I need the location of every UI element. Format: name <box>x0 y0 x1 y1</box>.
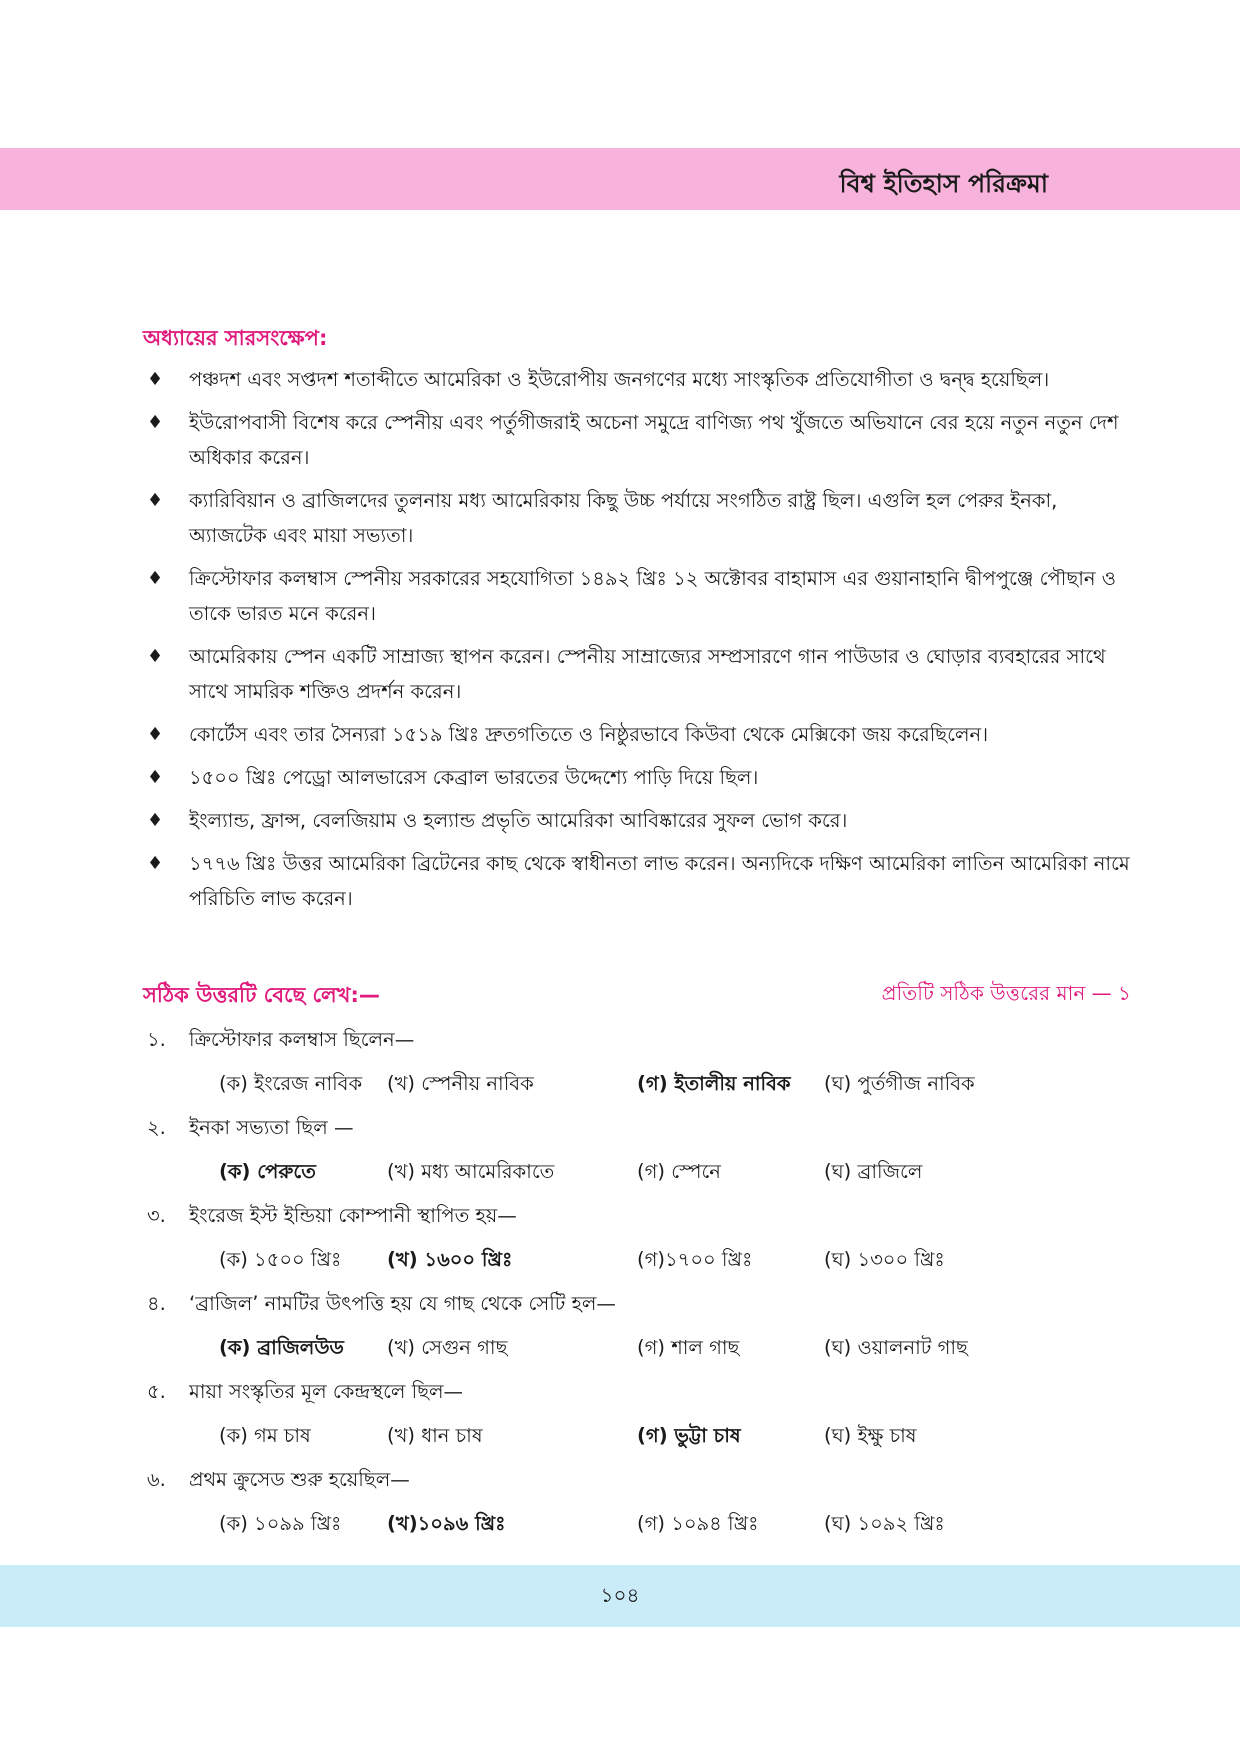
diamond-bullet-icon: ♦ <box>147 853 164 874</box>
summary-item <box>143 483 1133 553</box>
summary-item <box>143 760 1133 795</box>
answer-options <box>219 1242 1119 1278</box>
option-gha: (ঘ) ওয়ালনাট গাছ <box>824 1336 968 1359</box>
question-number: ১. <box>147 1028 166 1051</box>
question-number: ৩. <box>147 1204 166 1227</box>
question-item <box>143 1022 1133 1110</box>
footer-band <box>0 1565 1240 1627</box>
option-ga: (গ) ১০৯৪ খ্রিঃ <box>637 1512 759 1535</box>
option-ka: (ক) ১৫০০ খ্রিঃ <box>219 1248 342 1271</box>
summary-item-text: ক্যারিবিয়ান ও ব্রাজিলদের তুলনায় মধ্য আমেরিকায় কিছু উচ্চ পর্যায়ে সংগঠিত রাষ্ট্র ছিল। এগুলি হল পেরুর ইনকা, অ্যাজটেক এবং মায়া সভ্যতা। <box>189 489 1058 547</box>
option-ka-correct: (ক) পেরুতে <box>219 1160 316 1183</box>
option-kha: (খ) মধ্য আমেরিকাতে <box>387 1160 555 1183</box>
question-number: ২. <box>147 1116 166 1139</box>
summary-item <box>143 846 1133 916</box>
summary-item-text: ১৫০০ খ্রিঃ পেড্রো আলভারেস কেব্রাল ভারতের উদ্দেশ্যে পাড়ি দিয়ে ছিল। <box>189 766 759 789</box>
diamond-bullet-icon: ♦ <box>147 369 164 390</box>
option-kha-correct: (খ) ১৬০০ খ্রিঃ <box>387 1248 513 1271</box>
summary-item <box>143 717 1133 752</box>
option-gha: (ঘ) ১০৯২ খ্রিঃ <box>824 1512 945 1535</box>
diamond-bullet-icon: ♦ <box>147 810 164 831</box>
option-ka: (ক) ইংরেজ নাবিক <box>219 1072 363 1095</box>
running-header-title: বিশ্ব ইতিহাস পরিক্রমা <box>839 169 1048 198</box>
answer-options <box>219 1066 1119 1102</box>
option-kha-correct: (খ)১০৯৬ খ্রিঃ <box>387 1512 506 1535</box>
option-gha: (ঘ) ব্রাজিলে <box>824 1160 923 1183</box>
answer-options <box>219 1418 1119 1454</box>
option-ga-correct: (গ) ভুট্টা চাষ <box>637 1424 741 1447</box>
question-item <box>143 1198 1133 1286</box>
option-gha: (ঘ) পুর্তগীজ নাবিক <box>824 1072 975 1095</box>
summary-item <box>143 561 1133 631</box>
answer-options <box>219 1330 1119 1366</box>
question-list <box>143 1022 1133 1550</box>
summary-item <box>143 405 1133 475</box>
option-kha: (খ) ধান চাষ <box>387 1424 483 1447</box>
question-text: ক্রিস্টোফার কলম্বাস ছিলেন— <box>189 1028 415 1051</box>
option-ga: (গ)১৭০০ খ্রিঃ <box>637 1248 753 1271</box>
question-item <box>143 1462 1133 1550</box>
option-ga: (গ) স্পেনে <box>637 1160 721 1183</box>
question-text: ‘ব্রাজিল’ নামটির উৎপত্তি হয় যে গাছ থেকে সেটি হল— <box>189 1292 616 1315</box>
diamond-bullet-icon: ♦ <box>147 490 164 511</box>
summary-item-text: ইউরোপবাসী বিশেষ করে স্পেনীয় এবং পর্তুগীজরাই অচেনা সমুদ্রে বাণিজ্য পথ খুঁজতে অভিযানে বের হয়ে নতুন নতুন দেশ অধিকার করেন। <box>189 411 1119 469</box>
summary-item-text: ইংল্যান্ড, ফ্রান্স, বেলজিয়াম ও হল্যান্ড প্রভৃতি আমেরিকা আবিষ্কারের সুফল ভোগ করে। <box>189 809 848 832</box>
header-band <box>0 148 1240 210</box>
mcq-heading: সঠিক উত্তরটি বেছে লেখ:— <box>143 983 380 1007</box>
summary-item-text: পঞ্চদশ এবং সপ্তদশ শতাব্দীতে আমেরিকা ও ইউরোপীয় জনগণের মধ্যে সাংস্কৃতিক প্রতিযোগীতা ও দ্বন্দ্ব হয়েছিল। <box>189 368 1050 391</box>
option-ga-correct: (গ) ইতালীয় নাবিক <box>637 1072 791 1095</box>
page-number: ১০৪ <box>600 1583 640 1607</box>
question-number: ৫. <box>147 1380 166 1403</box>
summary-item <box>143 362 1133 397</box>
summary-list <box>143 362 1133 924</box>
answer-options <box>219 1506 1119 1542</box>
question-text: মায়া সংস্কৃতির মূল কেন্দ্রস্থলে ছিল— <box>189 1380 464 1403</box>
summary-item <box>143 639 1133 709</box>
question-item <box>143 1110 1133 1198</box>
answer-options <box>219 1154 1119 1190</box>
question-item <box>143 1286 1133 1374</box>
question-item <box>143 1374 1133 1462</box>
diamond-bullet-icon: ♦ <box>147 646 164 667</box>
option-kha: (খ) স্পেনীয় নাবিক <box>387 1072 534 1095</box>
option-ka-correct: (ক) ব্রাজিলউড <box>219 1336 344 1359</box>
summary-item-text: ক্রিস্টোফার কলম্বাস স্পেনীয় সরকারের সহযোগিতা ১৪৯২ খ্রিঃ ১২ অক্টোবর বাহামাস এর গুয়ানাহানি দ্বীপপুঞ্জে পৌছান ও তাকে ভারত মনে করেন। <box>189 567 1117 625</box>
option-kha: (খ) সেগুন গাছ <box>387 1336 508 1359</box>
summary-item <box>143 803 1133 838</box>
diamond-bullet-icon: ♦ <box>147 412 164 433</box>
question-text: প্রথম ক্রুসেড শুরু হয়েছিল— <box>189 1468 410 1491</box>
option-ka: (ক) গম চাষ <box>219 1424 311 1447</box>
question-text: ইনকা সভ্যতা ছিল — <box>189 1116 354 1139</box>
diamond-bullet-icon: ♦ <box>147 724 164 745</box>
diamond-bullet-icon: ♦ <box>147 568 164 589</box>
summary-item-text: কোর্টেস এবং তার সৈন্যরা ১৫১৯ খ্রিঃ দ্রুতগতিতে ও নিষ্ঠুরভাবে কিউবা থেকে মেক্সিকো জয় করেছিলেন। <box>189 723 989 746</box>
option-gha: (ঘ) ইক্ষু চাষ <box>824 1424 917 1447</box>
summary-item-text: আমেরিকায় স্পেন একটি সাম্রাজ্য স্থাপন করেন। স্পেনীয় সাম্রাজ্যের সম্প্রসারণে গান পাউডার ও ঘোড়ার ব্যবহারের সাথে সাথে সামরিক শক্তিও প্রদর্শন করেন। <box>189 645 1106 703</box>
summary-heading: অধ্যায়ের সারসংক্ষেপ: <box>143 326 328 350</box>
diamond-bullet-icon: ♦ <box>147 767 164 788</box>
option-ka: (ক) ১০৯৯ খ্রিঃ <box>219 1512 342 1535</box>
question-number: ৪. <box>147 1292 166 1315</box>
question-number: ৬. <box>147 1468 166 1491</box>
summary-item-text: ১৭৭৬ খ্রিঃ উত্তর আমেরিকা ব্রিটেনের কাছ থেকে স্বাধীনতা লাভ করেন। অন্যদিকে দক্ষিণ আমেরিকা লাতিন আমেরিকা নামে পরিচিতি লাভ করেন। <box>189 852 1130 910</box>
question-text: ইংরেজ ইস্ট ইন্ডিয়া কোম্পানী স্থাপিত হয়— <box>189 1204 517 1227</box>
option-ga: (গ) শাল গাছ <box>637 1336 740 1359</box>
option-gha: (ঘ) ১৩০০ খ্রিঃ <box>824 1248 945 1271</box>
marks-note: প্রতিটি সঠিক উত্তরের মান — ১ <box>881 981 1131 1005</box>
